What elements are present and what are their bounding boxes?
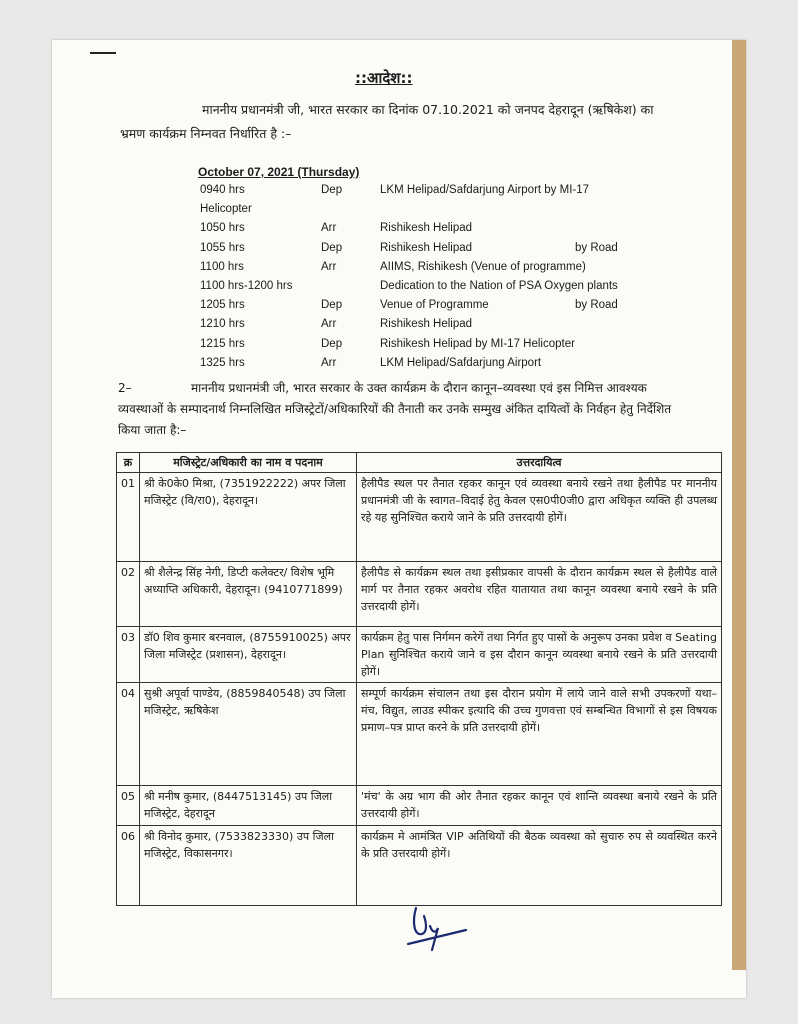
schedule-time: 1055 hrs [200,241,245,254]
row-officer: श्री शैलेन्द्र सिंह नेगी, डिप्टी कलेक्टर/ विशेष भूमि अध्याप्ति अधिकारी, देहरादून। (9410771899) [140,562,357,627]
schedule-movement: Dep [321,241,343,254]
row-serial: 03 [117,627,140,683]
col-header-serial: क्र [117,453,140,473]
schedule-time: 1325 hrs [200,356,245,369]
schedule-description: Rishikesh Helipad by MI-17 Helicopter [380,337,575,350]
row-responsibility: 'मंच' के अग्र भाग की ओर तैनात रहकर कानून एवं शान्ति व्यवस्था बनाये रखने के प्रति उत्तरदायी होगें। [357,786,722,826]
row-officer: सुश्री अपूर्वा पाण्डेय, (8859840548) उप जिला मजिस्ट्रेट, ऋषिकेश [140,683,357,786]
row-responsibility: हैलीपैड से कार्यक्रम स्थल तथा इसीप्रकार वापसी के दौरान कार्यक्रम स्थल से हैलीपैड वाले मार्ग पर तैनात रहकर अवरोध रहित यातायात तथा कानून व्यवस्था बनाये रखने के प्रति उत्तरदायी होगें। [357,562,722,627]
schedule-row [200,259,640,278]
col-header-responsibility: उत्तरदायित्व [357,453,722,473]
row-serial: 02 [117,562,140,627]
schedule-row [200,182,640,201]
schedule-time: 1100 hrs-1200 hrs [200,279,293,292]
schedule-description: Rishikesh Helipad [380,241,473,254]
schedule-description: LKM Helipad/Safdarjung Airport by MI-17 [380,184,590,196]
schedule-movement: Dep [321,299,343,312]
top-dash-mark [90,52,116,54]
schedule-movement: Arr [321,222,337,235]
row-responsibility: कार्यक्रम हेतु पास निर्गमन करेगें तथा निर्गत हुए पासों के अनुरूप उनका प्रवेश व Seating Plan सुनिश्चित कराये जाने व इस दौरान कानून व्यवस्था बनाये रखने के प्रति उत्तरदायी होगें। [357,627,722,683]
schedule-movement: Dep [321,184,343,196]
row-responsibility: हैलीपैड स्थल पर तैनात रहकर कानून एवं व्यवस्था बनाये रखने तथा हैलीपैड पर माननीय प्रधानमंत्री जी के स्वागत–विदाई हेतु केवल एस0पी0जी0 द्वारा अधिकृत व्यक्ति ही उपलब्ध रहे यह सुनिश्चित कराये जाने के प्रति उत्तरदायी होगें। [357,473,722,562]
row-serial: 01 [117,473,140,562]
schedule-time: 1050 hrs [200,222,245,235]
signature-mark [402,900,472,960]
schedule-time: Helicopter [200,203,252,216]
schedule-mode: by Road [575,241,618,254]
schedule-time: 1205 hrs [200,299,245,312]
row-serial: 05 [117,786,140,826]
row-officer: श्री के0के0 मिश्रा, (7351922222) अपर जिला मजिस्ट्रेट (वि/रा0), देहरादून। [140,473,357,562]
schedule-row [200,336,640,355]
row-serial: 06 [117,826,140,906]
schedule-description: Venue of Programme [380,299,489,312]
schedule-movement: Dep [321,337,343,350]
paragraph-2 [118,378,678,441]
schedule-list [200,182,640,374]
schedule-row [200,355,640,374]
table-header-row [117,453,722,473]
order-heading: ::आदेश:: [355,69,413,87]
schedule-row [200,220,640,239]
schedule-row [200,278,640,297]
schedule-movement: Arr [321,356,337,369]
table-row [117,826,722,906]
schedule-date: October 07, 2021 (Thursday) [198,165,360,179]
schedule-row [200,240,640,259]
table-row [117,683,722,786]
row-serial: 04 [117,683,140,786]
col-header-officer: मजिस्ट्रेट/अधिकारी का नाम व पदनाम [140,453,357,473]
row-officer: श्री विनोद कुमार, (7533823330) उप जिला मजिस्ट्रेट, विकासनगर। [140,826,357,906]
schedule-description: Dedication to the Nation of PSA Oxygen plants [380,279,618,292]
row-officer: डॉ0 शिव कुमार बरनवाल, (8755910025) अपर जिला मजिस्ट्रेट (प्रशासन), देहरादून। [140,627,357,683]
table-row [117,562,722,627]
schedule-row [200,297,640,316]
schedule-time: 1210 hrs [200,318,245,331]
schedule-mode: by Road [575,299,618,312]
paragraph-number: 2– [118,381,132,395]
schedule-description: Rishikesh Helipad [380,318,473,331]
duties-table [116,452,722,906]
table-row [117,786,722,826]
row-responsibility: कार्यक्रम मे आमंत्रित VIP अतिथियों की बैठक व्यवस्था को सुचारु रुप से व्यवस्थित करने के प्रति उत्तरदायी होगें। [357,826,722,906]
paragraph-2-text: माननीय प्रधानमंत्री जी, भारत सरकार के उक्त कार्यक्रम के दौरान कानून–व्यवस्था एवं इस निमित्त आवश्यक व्यवस्थाओं के सम्पादनार्थ निम्नलिखित मजिस्ट्रेटों/अधिकारियों की तैनाती कर उनके सम्मुख अंकित दायित्वों के निर्वहन हेतु निर्देशित किया जाता है:– [118,381,672,437]
schedule-description: AIIMS, Rishikesh (Venue of programme) [380,260,586,273]
schedule-movement: Arr [321,260,337,273]
schedule-row [200,316,640,335]
schedule-time: 1100 hrs [200,260,244,273]
schedule-time: 0940 hrs [200,184,245,196]
row-responsibility: सम्पूर्ण कार्यक्रम संचालन तथा इस दौरान प्रयोग में लाये जाने वाले सभी उपकरणों यथा–मंच, विद्युत, लाउड स्पीकर इत्यादि की उच्च गुणवत्ता एवं सम्बन्धित विभागों से इस विषयक प्रमाण–पत्र प्राप्त करने के प्रति उत्तरदायी होगें। [357,683,722,786]
table-row [117,627,722,683]
schedule-movement: Arr [321,318,337,331]
schedule-row [200,201,640,220]
intro-paragraph: माननीय प्रधानमंत्री जी, भारत सरकार का दिनांक 07.10.2021 को जनपद देहरादून (ऋषिकेश) का भ्रमण कार्यक्रम निम्नवत निर्धारित है :– [120,102,654,141]
schedule-description: LKM Helipad/Safdarjung Airport [380,356,542,369]
row-officer: श्री मनीष कुमार, (8447513145) उप जिला मजिस्ट्रेट, देहरादून [140,786,357,826]
table-row [117,473,722,562]
page-edge-shadow [732,40,746,970]
schedule-time: 1215 hrs [200,337,245,350]
schedule-description: Rishikesh Helipad [380,222,473,235]
